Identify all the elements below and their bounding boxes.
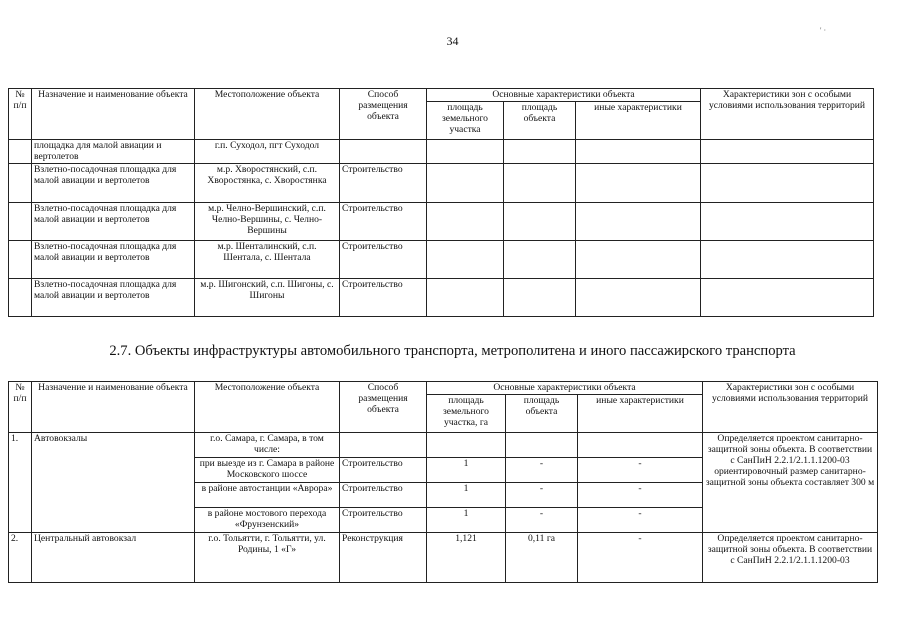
land-area xyxy=(427,164,504,203)
object-area xyxy=(504,203,576,241)
header-main-characteristics: Основные характеристики объекта xyxy=(427,382,703,395)
object-name: Взлетно-посадочная площадка для малой авиации и вертолетов xyxy=(32,279,195,317)
land-area xyxy=(427,140,504,164)
header-zones: Характеристики зон с особыми условиями использования территорий xyxy=(703,382,878,433)
placement-method: Строительство xyxy=(340,164,427,203)
object-location: при выезде из г. Самара в районе Московского шоссе xyxy=(195,458,340,483)
zone-characteristics: Определяется проектом санитарно-защитной зоны объекта. В соответствии с СанПиН 2.2.1/2.1.1.1200-03 ориентировочный размер санитарно-защитной зоны объекта составляет 300 м xyxy=(703,433,878,533)
object-name: Взлетно-посадочная площадка для малой авиации и вертолетов xyxy=(32,203,195,241)
object-location: м.р. Шигонский, с.п. Шигоны, с. Шигоны xyxy=(195,279,340,317)
object-area: - xyxy=(506,458,578,483)
scan-marks: ' · xyxy=(820,26,827,35)
object-location: г.о. Тольятти, г. Тольятти, ул. Родины, 1 «Г» xyxy=(195,533,340,583)
object-area: - xyxy=(506,508,578,533)
header-location: Местоположение объекта xyxy=(195,89,340,140)
object-location: в районе мостового перехода «Фрунзенский» xyxy=(195,508,340,533)
object-area: 0,11 га xyxy=(506,533,578,583)
table-row xyxy=(9,533,878,583)
placement-method: Реконструкция xyxy=(340,533,427,583)
land-area: 1 xyxy=(427,508,506,533)
header-object-area: площадь объекта xyxy=(504,102,576,140)
header-other: иные характеристики xyxy=(578,395,703,433)
object-location: м.р. Челно-Вершинский, с.п. Челно-Вершины, с. Челно-Вершины xyxy=(195,203,340,241)
other-characteristics xyxy=(576,279,701,317)
table-row xyxy=(9,140,874,164)
header-name: Назначение и наименование объекта xyxy=(32,89,195,140)
row-number: 2. xyxy=(9,533,32,583)
placement-method: Строительство xyxy=(340,483,427,508)
table-transport xyxy=(8,381,878,583)
land-area: 1,121 xyxy=(427,533,506,583)
object-area xyxy=(504,164,576,203)
header-num: № п/п xyxy=(9,89,32,140)
placement-method xyxy=(340,140,427,164)
header-land-area: площадь земельного участка xyxy=(427,102,504,140)
object-location: м.р. Шенталинский, с.п. Шентала, с. Шентала xyxy=(195,241,340,279)
zone-characteristics: Определяется проектом санитарно-защитной зоны объекта. В соответствии с СанПиН 2.2.1/2.1.1.1200-03 xyxy=(703,533,878,583)
header-object-area: площадь объекта xyxy=(506,395,578,433)
other-characteristics: - xyxy=(578,533,703,583)
header-method: Способ размещения объекта xyxy=(340,382,427,433)
object-name: Взлетно-посадочная площадка для малой авиации и вертолетов xyxy=(32,241,195,279)
placement-method: Строительство xyxy=(340,241,427,279)
other-characteristics: - xyxy=(578,458,703,483)
placement-method: Строительство xyxy=(340,458,427,483)
object-area xyxy=(504,241,576,279)
header-main-characteristics: Основные характеристики объекта xyxy=(427,89,701,102)
zone-characteristics xyxy=(701,241,874,279)
zone-characteristics xyxy=(701,164,874,203)
zone-characteristics xyxy=(701,203,874,241)
zone-characteristics xyxy=(701,140,874,164)
table-row xyxy=(9,164,874,203)
other-characteristics xyxy=(576,140,701,164)
object-location: г.о. Самара, г. Самара, в том числе: xyxy=(195,433,340,458)
header-name: Назначение и наименование объекта xyxy=(32,382,195,433)
object-area: - xyxy=(506,483,578,508)
object-name: Взлетно-посадочная площадка для малой авиации и вертолетов xyxy=(32,164,195,203)
other-characteristics: - xyxy=(578,508,703,533)
section-title: 2.7. Объекты инфраструктуры автомобильного транспорта, метрополитена и иного пассажирского транспорта xyxy=(109,343,796,359)
table-row xyxy=(9,279,874,317)
other-characteristics: - xyxy=(578,483,703,508)
table-airfields xyxy=(8,88,874,317)
header-zones: Характеристики зон с особыми условиями использования территорий xyxy=(701,89,874,140)
object-area xyxy=(504,279,576,317)
land-area xyxy=(427,203,504,241)
object-location: г.п. Суходол, пгт Суходол xyxy=(195,140,340,164)
land-area xyxy=(427,279,504,317)
header-other: иные характеристики xyxy=(576,102,701,140)
header-location: Местоположение объекта xyxy=(195,382,340,433)
object-area xyxy=(504,140,576,164)
land-area: 1 xyxy=(427,483,506,508)
table-row xyxy=(9,203,874,241)
object-location: м.р. Хворостянский, с.п. Хворостянка, с. Хворостянка xyxy=(195,164,340,203)
land-area: 1 xyxy=(427,458,506,483)
placement-method: Строительство xyxy=(340,203,427,241)
other-characteristics xyxy=(576,203,701,241)
row-number: 1. xyxy=(9,433,32,533)
page-number: 34 xyxy=(446,34,459,48)
land-area xyxy=(427,241,504,279)
object-name: Автовокзалы xyxy=(32,433,195,533)
table-row xyxy=(9,433,878,458)
header-method: Способ размещения объекта xyxy=(340,89,427,140)
object-name: Центральный автовокзал xyxy=(32,533,195,583)
object-location: в районе автостанции «Аврора» xyxy=(195,483,340,508)
object-name: площадка для малой авиации и вертолетов xyxy=(32,140,195,164)
other-characteristics xyxy=(576,164,701,203)
table-row xyxy=(9,241,874,279)
placement-method: Строительство xyxy=(340,279,427,317)
placement-method: Строительство xyxy=(340,508,427,533)
zone-characteristics xyxy=(701,279,874,317)
header-land-area: площадь земельного участка, га xyxy=(427,395,506,433)
other-characteristics xyxy=(576,241,701,279)
header-num: № п/п xyxy=(9,382,32,433)
